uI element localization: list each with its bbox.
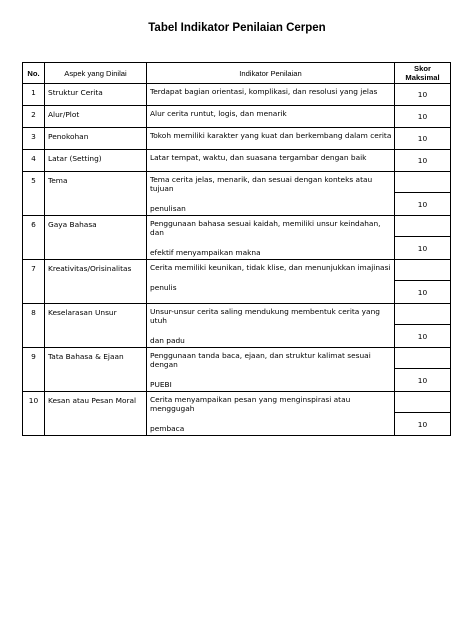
indikator-text: Terdapat bagian orientasi, komplikasi, dan resolusi yang jelas <box>150 87 378 96</box>
cell-aspek: Keselarasan Unsur <box>45 304 147 348</box>
table-row <box>23 172 451 193</box>
cell-no: 1 <box>23 84 45 106</box>
indikator-text: Latar tempat, waktu, dan suasana tergambar dengan baik <box>150 153 367 162</box>
cell-indikator <box>147 392 395 436</box>
cell-no: 2 <box>23 106 45 128</box>
indikator-text: Penggunaan tanda baca, ejaan, dan struktur kalimat sesuai dengan <box>150 351 371 369</box>
cell-indikator <box>147 150 395 172</box>
table-row <box>23 216 451 237</box>
cell-skor-blank <box>395 260 451 281</box>
cell-no: 5 <box>23 172 45 216</box>
cell-skor: 10 <box>395 84 451 106</box>
cell-aspek: Tema <box>45 172 147 216</box>
indikator-text-continued: penulis <box>150 283 177 292</box>
table-row <box>23 84 451 106</box>
indikator-text: Tema cerita jelas, menarik, dan sesuai dengan konteks atau tujuan <box>150 175 373 193</box>
cell-indikator <box>147 84 395 106</box>
cell-skor: 10 <box>395 413 451 436</box>
indicator-table <box>22 62 451 436</box>
cell-skor-blank <box>395 348 451 369</box>
indikator-text-continued: penulisan <box>150 204 186 213</box>
cell-aspek: Struktur Cerita <box>45 84 147 106</box>
cell-indikator <box>147 260 395 304</box>
indikator-text: Alur cerita runtut, logis, dan menarik <box>150 109 287 118</box>
cell-indikator <box>147 106 395 128</box>
cell-indikator <box>147 348 395 392</box>
indikator-text: Cerita menyampaikan pesan yang menginspirasi atau menggugah <box>150 395 351 413</box>
cell-indikator <box>147 304 395 348</box>
cell-skor-blank <box>395 216 451 237</box>
cell-skor-blank <box>395 172 451 193</box>
table-row <box>23 150 451 172</box>
table-row <box>23 304 451 325</box>
cell-aspek: Alur/Plot <box>45 106 147 128</box>
cell-no: 4 <box>23 150 45 172</box>
header-indikator: Indikator Penilaian <box>147 63 395 84</box>
document-title: Tabel Indikator Penilaian Cerpen <box>148 22 326 34</box>
cell-skor: 10 <box>395 369 451 392</box>
indikator-text-continued: efektif menyampaikan makna <box>150 248 261 257</box>
table-row <box>23 106 451 128</box>
cell-skor: 10 <box>395 150 451 172</box>
cell-no: 7 <box>23 260 45 304</box>
cell-aspek: Tata Bahasa & Ejaan <box>45 348 147 392</box>
cell-no: 6 <box>23 216 45 260</box>
cell-skor-blank <box>395 392 451 413</box>
header-aspek: Aspek yang Dinilai <box>45 63 147 84</box>
indikator-text-continued: pembaca <box>150 424 185 433</box>
cell-skor: 10 <box>395 325 451 348</box>
table-row <box>23 260 451 281</box>
indikator-text: Cerita memiliki keunikan, tidak klise, dan menunjukkan imajinasi <box>150 263 391 272</box>
table-header-row <box>23 63 451 84</box>
indikator-text: Unsur-unsur cerita saling mendukung membentuk cerita yang utuh <box>150 307 380 325</box>
table-row <box>23 128 451 150</box>
cell-skor: 10 <box>395 281 451 304</box>
cell-aspek: Latar (Setting) <box>45 150 147 172</box>
indikator-text: Penggunaan bahasa sesuai kaidah, memiliki unsur keindahan, dan <box>150 219 381 237</box>
cell-indikator <box>147 216 395 260</box>
header-skor: Skor Maksimal <box>395 63 451 84</box>
cell-skor: 10 <box>395 106 451 128</box>
cell-aspek: Gaya Bahasa <box>45 216 147 260</box>
cell-aspek: Penokohan <box>45 128 147 150</box>
cell-indikator <box>147 172 395 216</box>
cell-no: 9 <box>23 348 45 392</box>
cell-no: 3 <box>23 128 45 150</box>
table-row <box>23 392 451 413</box>
cell-indikator <box>147 128 395 150</box>
cell-no: 8 <box>23 304 45 348</box>
cell-skor: 10 <box>395 237 451 260</box>
header-no: No. <box>23 63 45 84</box>
cell-aspek: Kreativitas/Orisinalitas <box>45 260 147 304</box>
cell-aspek: Kesan atau Pesan Moral <box>45 392 147 436</box>
cell-skor: 10 <box>395 193 451 216</box>
indikator-text-continued: dan padu <box>150 336 185 345</box>
cell-skor-blank <box>395 304 451 325</box>
table-row <box>23 348 451 369</box>
indikator-text: Tokoh memiliki karakter yang kuat dan berkembang dalam cerita <box>150 131 392 140</box>
cell-skor: 10 <box>395 128 451 150</box>
indikator-text-continued: PUEBI <box>150 380 172 389</box>
cell-no: 10 <box>23 392 45 436</box>
